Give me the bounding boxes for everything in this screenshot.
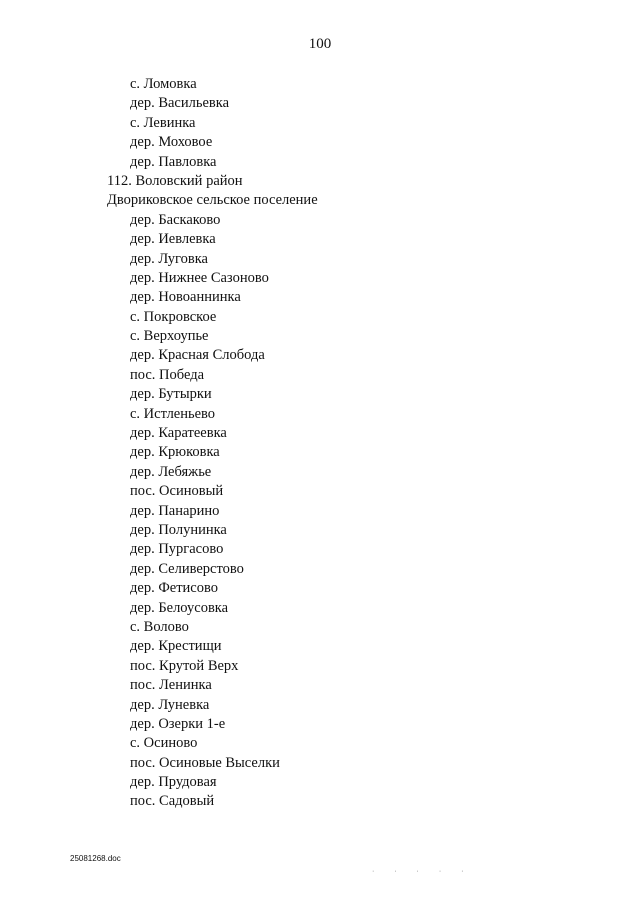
list-item: с. Истленьево — [130, 405, 216, 422]
list-item: дер. Новоаннинка — [130, 289, 241, 306]
list-item: пос. Осиновый — [130, 483, 224, 500]
list-item: дер. Лебяжье — [130, 463, 212, 480]
list-item: дер. Крестищи — [130, 638, 222, 655]
list-item: дер. Каратеевка — [130, 425, 227, 442]
list-item: дер. Васильевка — [130, 95, 230, 112]
list-item: дер. Полунинка — [130, 521, 227, 538]
list-item: дер. Иевлевка — [130, 231, 216, 248]
list-item: дер. Озерки 1-е — [130, 715, 226, 732]
list-item: дер. Павловка — [130, 153, 217, 170]
list-item: с. Осиново — [130, 735, 198, 752]
section-heading: 112. Воловский район — [107, 172, 243, 189]
settlement-list — [0, 75, 640, 812]
list-item: пос. Победа — [130, 366, 205, 383]
list-item: пос. Ленинка — [130, 677, 212, 694]
list-item: дер. Белоусовка — [130, 599, 229, 616]
footer-marks: · · · · · — [372, 868, 473, 875]
list-item: дер. Прудовая — [130, 774, 217, 791]
list-item: дер. Красная Слобода — [130, 347, 265, 364]
list-item: дер. Нижнее Сазоново — [130, 269, 269, 286]
list-item: дер. Селиверстово — [130, 560, 244, 577]
list-item: с. Ломовка — [130, 76, 197, 92]
list-item: дер. Моховое — [130, 134, 213, 151]
list-item: пос. Крутой Верх — [130, 657, 239, 674]
list-item: пос. Садовый — [130, 793, 215, 810]
list-item: дер. Крюковка — [130, 444, 220, 461]
list-item: дер. Баскаково — [130, 211, 221, 228]
page-number: 100 — [308, 36, 332, 52]
list-item: дер. Панарино — [130, 502, 220, 519]
list-item: дер. Пургасово — [130, 541, 224, 558]
list-item: дер. Луговка — [130, 250, 208, 267]
list-item: дер. Бутырки — [130, 386, 212, 403]
list-item: дер. Луневка — [130, 696, 210, 713]
list-item: с. Левинка — [130, 114, 196, 131]
list-item: с. Покровское — [130, 308, 217, 325]
footer-doc-code: 25081268.doc — [70, 854, 121, 863]
list-item: пос. Осиновые Выселки — [130, 754, 280, 771]
list-item: с. Волово — [130, 618, 189, 635]
section-heading: Двориковское сельское поселение — [107, 192, 318, 209]
list-item: с. Верхоупье — [130, 328, 209, 345]
list-item: дер. Фетисово — [130, 580, 218, 597]
